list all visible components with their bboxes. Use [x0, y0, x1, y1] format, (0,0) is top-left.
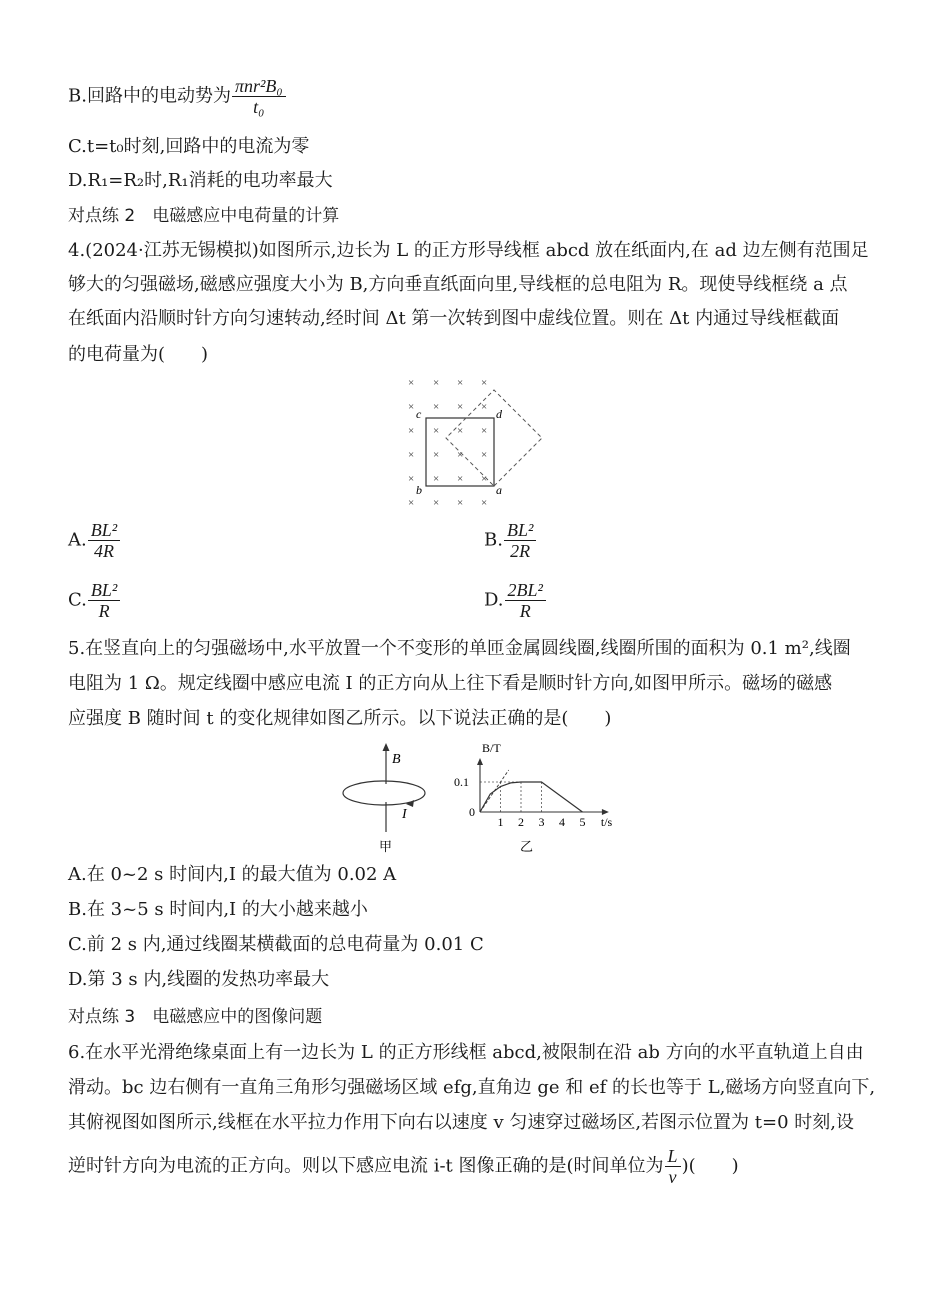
- q3-option-d: D.R₁=R₂时,R₁消耗的电功率最大: [68, 170, 333, 191]
- q5-line-3: 应强度 B 随时间 t 的变化规律如图乙所示。以下说法正确的是( ): [68, 708, 612, 729]
- label-B: B: [392, 752, 401, 767]
- field-cross: ×: [433, 497, 440, 509]
- current-arrowhead: [406, 800, 414, 807]
- label-a: a: [496, 483, 502, 497]
- label-I: I: [402, 807, 407, 822]
- field-cross: ×: [481, 449, 488, 461]
- field-cross: ×: [433, 473, 440, 485]
- chart-series: [480, 770, 583, 812]
- field-cross: ×: [457, 377, 464, 389]
- q3-option-c: C.t=t₀时刻,回路中的电流为零: [68, 136, 310, 157]
- q5-line-2: 电阻为 1 Ω。规定线圈中感应电流 I 的正方向从上往下看是顺时针方向,如图甲所示。磁场的磁感: [68, 673, 833, 694]
- field-cross: ×: [433, 377, 440, 389]
- field-cross: ×: [457, 401, 464, 413]
- q4-option-a: A. $\frac{\text{BL²}}{4R}$: [68, 520, 121, 561]
- q3-option-b: B.回路中的电动势为 $\frac{\text{πnr²B₀}}{\text{t₀}}$: [68, 76, 287, 117]
- q4-line-1: 4.(2024·江苏无锡模拟)如图所示,边长为 L 的正方形导线框 abcd 放在纸面内,在 ad 边左侧有范围足: [68, 240, 869, 261]
- origin-label: 0: [469, 805, 475, 819]
- q4-option-b: B. $\frac{\text{BL²}}{2R}$: [484, 520, 537, 561]
- y-tick-label: 0.1: [454, 775, 469, 789]
- section-2-title: 对点练 2 电磁感应中电荷量的计算: [68, 206, 340, 226]
- caption-yi: 乙: [520, 839, 534, 854]
- field-cross: ×: [408, 401, 415, 413]
- q4-option-d: D. $\frac{\text{2BL²}}{R}$: [484, 580, 547, 621]
- label-d: d: [496, 407, 502, 421]
- field-cross: ×: [457, 473, 464, 485]
- q6-line-4: 逆时针方向为电流的正方向。则以下感应电流 i-t 图像正确的是(时间单位为 $\frac{L}{v}$ )( ): [68, 1146, 739, 1187]
- field-cross: ×: [457, 497, 464, 509]
- field-cross: ×: [457, 449, 464, 461]
- field-cross: ×: [408, 425, 415, 437]
- x-tick-label: 1: [497, 815, 504, 829]
- field-cross: ×: [408, 473, 415, 485]
- field-cross: ×: [408, 377, 415, 389]
- q3-option-b-fraction: $\frac{\text{πnr²B₀}}{\text{t₀}}$: [232, 76, 286, 117]
- y-axis-arrow: [477, 758, 483, 765]
- q4-option-c: C. $\frac{\text{BL²}}{R}$: [68, 580, 121, 621]
- field-cross: ×: [408, 497, 415, 509]
- q5-option-a: A.在 0~2 s 时间内,I 的最大值为 0.02 A: [68, 864, 397, 885]
- q5-option-c: C.前 2 s 内,通过线圈某横截面的总电荷量为 0.01 C: [68, 934, 484, 955]
- field-cross: ×: [457, 425, 464, 437]
- field-cross: ×: [481, 425, 488, 437]
- q6-line-3: 其俯视图如图所示,线框在水平拉力作用下向右以速度 v 匀速穿过磁场区,若图示位置为 t=0 时刻,设: [68, 1112, 854, 1133]
- field-cross: ×: [408, 449, 415, 461]
- q4-figure: [400, 372, 550, 512]
- caption-jia: 甲: [379, 839, 393, 854]
- x-tick-label: 3: [538, 815, 545, 829]
- field-cross: ×: [481, 497, 488, 509]
- q5-line-1: 5.在竖直向上的匀强磁场中,水平放置一个不变形的单匝金属圆线圈,线圈所围的面积为 0.1 m²,线圈: [68, 638, 851, 659]
- q6-line-1: 6.在水平光滑绝缘桌面上有一边长为 L 的正方形线框 abcd,被限制在沿 ab 方向的水平直轨道上自由: [68, 1042, 864, 1063]
- b-arrowhead: [383, 743, 390, 751]
- label-b: b: [416, 483, 422, 497]
- q5-chart-yi: [448, 740, 618, 855]
- q5-option-b: B.在 3~5 s 时间内,I 的大小越来越小: [68, 899, 368, 920]
- y-axis-label: B/T: [482, 741, 501, 755]
- field-cross: ×: [433, 425, 440, 437]
- field-cross: ×: [481, 473, 488, 485]
- q4-line-2: 够大的匀强磁场,磁感应强度大小为 B,方向垂直纸面向里,导线框的总电阻为 R。现使导线框绕 a 点: [68, 274, 848, 295]
- q6-line-2: 滑动。bc 边右侧有一直角三角形匀强磁场区域 efg,直角边 ge 和 ef 的长也等于 L,磁场方向竖直向下,: [68, 1077, 876, 1098]
- q4-line-4: 的电荷量为( ): [68, 344, 209, 365]
- field-cross: ×: [433, 449, 440, 461]
- x-tick-label: 5: [579, 815, 586, 829]
- label-c: c: [416, 407, 422, 421]
- field-cross: ×: [433, 401, 440, 413]
- series-B: [480, 782, 583, 812]
- section-3-title: 对点练 3 电磁感应中的图像问题: [68, 1007, 323, 1027]
- field-cross: ×: [481, 401, 488, 413]
- x-axis-label: t/s: [600, 815, 613, 829]
- field-cross: ×: [481, 377, 488, 389]
- chart-ticks: [454, 775, 586, 829]
- q4-line-3: 在纸面内沿顺时针方向匀速转动,经时间 Δt 第一次转到图中虚线位置。则在 Δt 内通过导线框截面: [68, 308, 840, 329]
- q5-figure-jia: [336, 740, 436, 855]
- x-tick-label: 2: [518, 815, 524, 829]
- q5-option-d: D.第 3 s 内,线圈的发热功率最大: [68, 969, 330, 990]
- series-tangent: [480, 770, 509, 812]
- x-tick-label: 4: [559, 815, 565, 829]
